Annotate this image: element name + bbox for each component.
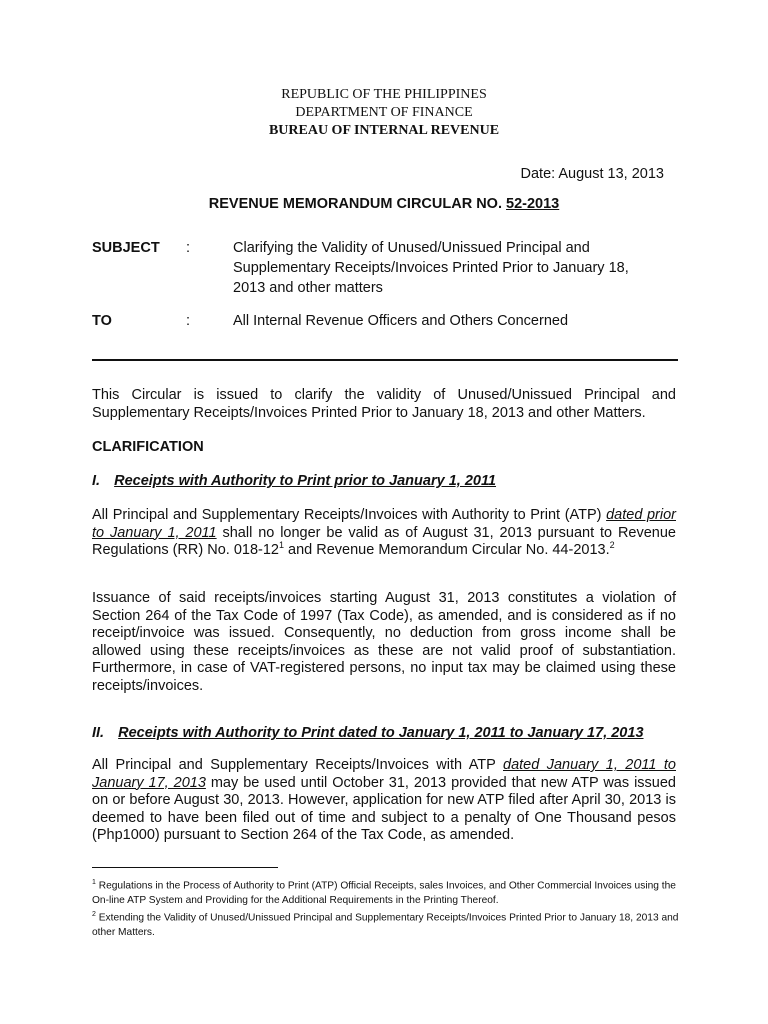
section-2-p1-text: All Principal and Supplementary Receipts/Invoices with ATP xyxy=(92,757,503,773)
subject-colon: : xyxy=(186,240,191,256)
footnote-ref-1[interactable]: 1 xyxy=(278,540,284,551)
section-1-title: Receipts with Authority to Print prior to January 1, 2011 xyxy=(114,473,497,489)
footnote-1 xyxy=(92,876,682,908)
circular-number: 52-2013 xyxy=(506,196,560,212)
section-1-paragraph-2: Issuance of said receipts/invoices starting August 31, 2013 constitutes a violation of Section 264 of the Tax Code of 1997 (Tax Code), as amended, and is considered as if no receipt/invoice was issued. Consequently, no deduction from gross income shall be allowed using these receipts/invoices as these are not valid proof of substantiation. Furthermore, in case of VAT-registered persons, no input tax may be claimed using these receipts/invoices. xyxy=(92,590,676,694)
footnote-1-text: Regulations in the Process of Authority to Print (ATP) Official Receipts, sales Invoices, and Other Commercial Invoices using the On-line ATP System and Providing for the Additional Requirements in the Printing Thereof. xyxy=(92,880,676,906)
subject-text: Clarifying the Validity of Unused/Unissued Principal and Supplementary Receipts/Invoices Printed Prior to January 18, 2013 and other matters xyxy=(233,240,629,296)
subject-row xyxy=(92,238,692,298)
circular-title xyxy=(0,196,768,212)
clarification-heading: CLARIFICATION xyxy=(92,439,204,455)
section-2-title: Receipts with Authority to Print dated to January 1, 2011 to January 17, 2013 xyxy=(118,725,644,741)
section-1-p1-text: All Principal and Supplementary Receipts/Invoices with Authority to Print (ATP) xyxy=(92,507,607,523)
to-colon: : xyxy=(186,313,191,329)
intro-paragraph: This Circular is issued to clarify the validity of Unused/Unissued Principal and Supplementary Receipts/Invoices Printed Prior to January 18, 2013 and other Matters. xyxy=(92,387,676,421)
document-date: Date: August 13, 2013 xyxy=(520,166,664,182)
section-1-heading xyxy=(92,473,496,489)
header-divider xyxy=(92,359,678,361)
footnote-2-text: Extending the Validity of Unused/Unissued Principal and Supplementary Receipts/Invoices Printed Prior to January 18, 2013 and other Matters. xyxy=(92,912,679,939)
footnote-2 xyxy=(92,908,682,940)
footnote-ref-2[interactable]: 2 xyxy=(609,540,615,551)
section-1-paragraph-1 xyxy=(92,507,676,560)
section-2-paragraph-1 xyxy=(92,757,676,845)
section-1-p1-emphasis: dated prior to January 1, 2011 xyxy=(92,507,676,541)
to-row xyxy=(92,311,692,331)
section-2-p1-text-2: may be used until October 31, 2013 provided that new ATP was issued on or before August 30, 2013. However, application for new ATP filed after April 30, 2013 is deemed to have been filed out of time and subject to a penalty of One Thousand pesos (Php1000) pursuant to Section 264 of the Tax Code, as amended. xyxy=(92,774,676,843)
subject-label: SUBJECT xyxy=(92,240,160,256)
letterhead-department: DEPARTMENT OF FINANCE xyxy=(295,105,473,120)
section-2-number: II. xyxy=(92,725,105,741)
section-2-heading xyxy=(92,725,644,741)
to-text: All Internal Revenue Officers and Others Concerned xyxy=(233,313,569,329)
circular-title-prefix: REVENUE MEMORANDUM CIRCULAR NO. xyxy=(208,196,502,212)
footnotes xyxy=(92,876,682,941)
letterhead-republic: REPUBLIC OF THE PHILIPPINES xyxy=(281,87,487,102)
footnote-divider xyxy=(92,867,278,868)
to-label: TO xyxy=(92,313,112,329)
section-1-p1-text-2: shall no longer be valid as of August 31, 2013 pursuant to Revenue Regulations (RR) No. 018-12 xyxy=(92,524,676,558)
footnote-2-marker: 2 xyxy=(92,911,96,919)
letterhead-bureau: BUREAU OF INTERNAL REVENUE xyxy=(268,123,500,138)
section-1-number: I. xyxy=(92,473,101,489)
section-1-p1-text-3: and Revenue Memorandum Circular No. 44-2013. xyxy=(284,542,610,558)
footnote-1-marker: 1 xyxy=(92,879,96,886)
section-2-p1-emphasis: dated January 1, 2011 to January 17, 2013 xyxy=(92,757,676,791)
letterhead xyxy=(0,86,768,140)
